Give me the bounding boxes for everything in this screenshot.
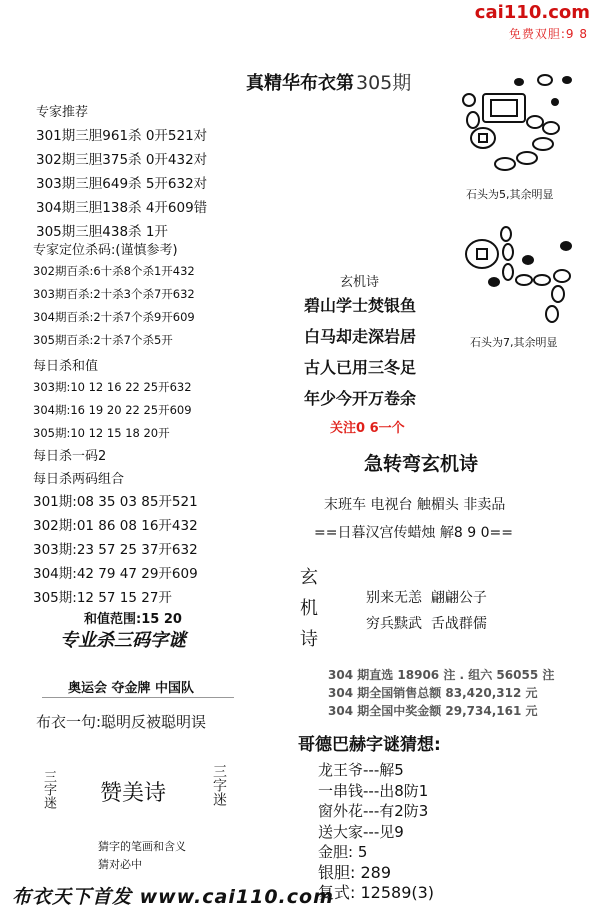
praise-title: 赞美诗: [100, 781, 167, 806]
list-item: 一串钱---出8防1: [318, 781, 429, 800]
rebus-caption-1: 石头为5,其余明显: [466, 188, 554, 201]
xuanji-heading: 玄机诗: [340, 275, 380, 290]
pro-riddle-title: 专业杀三码字谜: [60, 630, 186, 651]
buyi-line: 布衣一句:聪明反被聪明误: [36, 713, 207, 731]
issue-number: 305期: [356, 72, 412, 94]
position-kill-heading: 专家定位杀码:(谨慎参考): [33, 243, 178, 258]
title-text: 真精华布衣第: [246, 73, 354, 94]
list-item: 303期三胆649杀 5开632对: [36, 176, 208, 192]
turn-poem-heading: 急转弯玄机诗: [364, 453, 479, 475]
list-item: 303期:23 57 25 37开632: [33, 542, 198, 558]
list-item: 304期:42 79 47 29开609: [33, 566, 198, 582]
list-item: 301期:08 35 03 85开521: [33, 494, 198, 510]
xuan-side-label: [300, 562, 318, 655]
poem-line: 碧山学士焚银鱼: [304, 296, 417, 315]
rebus-picture-1: [455, 72, 590, 182]
praise-note-1: 猜字的笔画和含义: [98, 840, 186, 853]
list-item: 送大家---见9: [318, 822, 404, 841]
stone-icon: [538, 75, 552, 85]
vertical-char: 玄: [300, 567, 318, 588]
vertical-char: 诗: [300, 629, 318, 650]
list-item: 305期百杀:2十杀7个杀5开: [33, 333, 173, 347]
list-item: 304期三胆138杀 4开609错: [36, 200, 208, 216]
stats-line: 304 期直选 18906 注 . 组六 56055 注: [328, 668, 555, 682]
expert-heading: 专家推荐: [36, 105, 89, 120]
praise-right-label: 三字迷: [211, 764, 227, 806]
poem-line: 年少今开万卷余: [304, 389, 417, 408]
combo-pick: 复式: 12589(3): [318, 883, 435, 902]
riddle-heading: 哥德巴赫字谜猜想:: [298, 735, 441, 755]
stats-line: 304 期全国销售总额 83,420,312 元: [328, 686, 538, 700]
list-item: 窗外花---有2防3: [318, 802, 429, 820]
olympic-line: 奥运会 夺金牌 中国队: [68, 681, 195, 696]
list-item: 304期:16 19 20 22 25开609: [33, 403, 192, 417]
turn-poem-line-2: ==日暮汉宫传蜡烛 解8 9 0==: [314, 525, 513, 541]
xuanji-poem: [304, 290, 416, 414]
list-item: 302期:01 86 08 16开432: [33, 518, 198, 534]
stats-line: 304 期全国中奖金额 29,734,161 元: [328, 704, 538, 718]
riddle-list: [318, 760, 434, 904]
list-item: 303期百杀:2十杀3个杀7开632: [33, 287, 195, 301]
silver-pick: 银胆: 289: [318, 862, 392, 882]
sum-range: 和值范围:15 20: [84, 612, 182, 627]
site-logo: cai110.com: [474, 2, 590, 23]
free-pick-label: 免费双胆:9 8: [508, 27, 588, 41]
rebus-picture-2: [458, 222, 588, 327]
daily-sum-heading: 每日杀和值: [33, 359, 99, 374]
page-title: [246, 68, 411, 95]
list-item: 302期百杀:6十杀8个杀1开432: [33, 264, 195, 278]
list-item: 305期:10 12 15 18 20开: [33, 426, 170, 440]
poem-line: 白马却走深岩居: [304, 327, 417, 346]
rebus-caption-2: 石头为7,其余明显: [470, 336, 558, 349]
footer-banner: 布衣天下首发 www.cai110.com: [12, 886, 334, 908]
xuan-side-row-2: 穷兵黩武 舌战群儒: [366, 616, 487, 632]
list-item: 龙王爷---解5: [318, 761, 404, 779]
list-item: 301期三胆961杀 0开521对: [36, 128, 208, 144]
daily-pair-list: [33, 490, 198, 610]
gold-pick: 金胆: 5: [318, 843, 368, 861]
praise-note-2: 猜对必中: [98, 858, 142, 871]
daily-pair-heading: 每日杀两码组合: [33, 472, 125, 487]
turn-poem-line-1: 末班车 电视台 触楣头 非卖品: [324, 497, 506, 513]
list-item: 305期三胆438杀 1开: [36, 224, 168, 240]
daily-one-code: 每日杀一码2: [33, 449, 107, 464]
expert-list: [36, 124, 207, 244]
vertical-char: 机: [300, 598, 318, 619]
daily-sum-list: [33, 376, 192, 445]
coin-icon: [466, 240, 498, 268]
position-kill-list: [33, 260, 195, 352]
poem-line: 古人已用三冬足: [304, 358, 417, 377]
list-item: 303期:10 12 16 22 25开632: [33, 380, 192, 394]
xuanji-note: 关注0 6一个: [330, 421, 405, 436]
list-item: 302期三胆375杀 0开432对: [36, 152, 208, 168]
praise-left-label: 三字迷: [41, 770, 56, 809]
xuan-side-row-1: 别来无恙 翩翩公子: [366, 590, 487, 606]
stats-block: [328, 666, 554, 720]
divider: [42, 697, 234, 698]
list-item: 304期百杀:2十杀7个杀9开609: [33, 310, 195, 324]
list-item: 305期:12 57 15 27开: [33, 590, 172, 606]
